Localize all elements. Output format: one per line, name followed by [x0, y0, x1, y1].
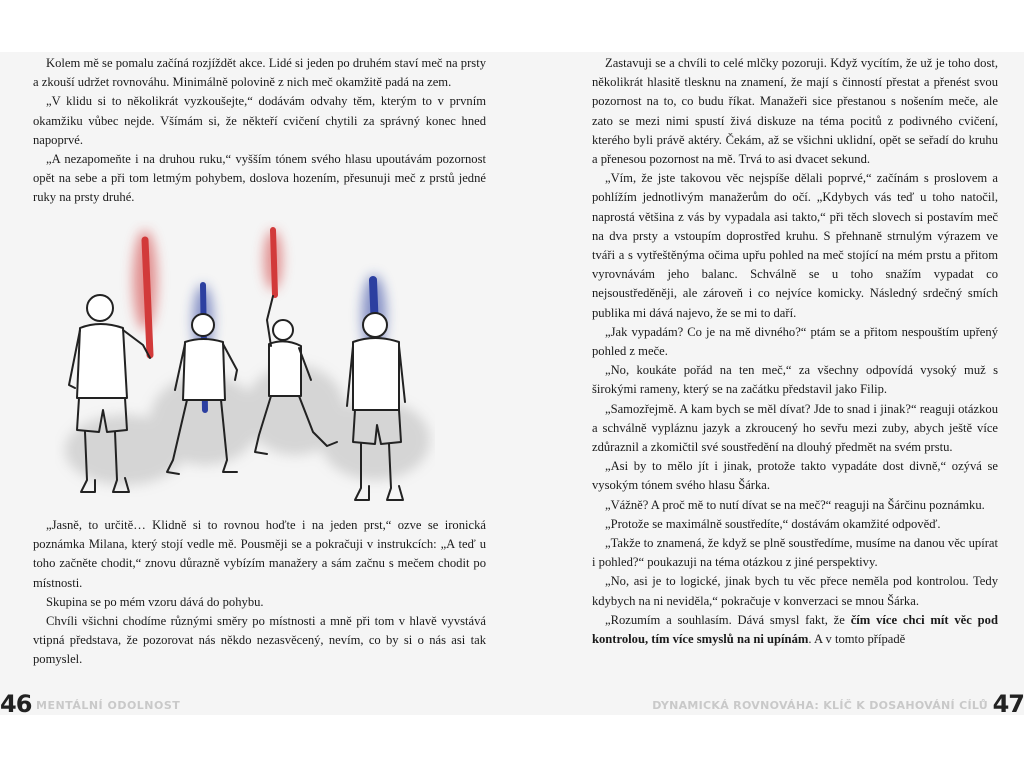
running-head-left: MENTÁLNÍ ODOLNOST	[36, 699, 181, 712]
paragraph: Chvíli všichni chodíme různými směry po místnosti a mně při tom v hlavě vyvstává vtipná představa, že pozorovat nás někdo nezasvěcený, nevím, co by si o nás asi tak pomyslel.	[33, 614, 486, 667]
paragraph-last	[592, 611, 998, 649]
paragraph: „Asi by to mělo jít i jinak, protože takto vypadáte dost divně,“ ozývá se vysokým tónem svého hlasu Šárka.	[592, 459, 998, 493]
right-text	[592, 54, 998, 649]
running-head-right: DYNAMICKÁ ROVNOVÁHA: KLÍČ K DOSAHOVÁNÍ CÍLŮ	[652, 699, 988, 712]
paragraph: „Jasně, to určitě… Klidně si to rovnou hoďte i na jeden prst,“ ozve se ironická poznámka Milana, který stojí vedle mě. Pousměji se a pokračuji v instrukcích: „A teď u toho začněte chodit,“ znovu důrazně vybízím manažery a sám začnu s mečem chodit po místnosti.	[33, 518, 486, 590]
paragraph: Zastavuji se a chvíli to celé mlčky pozoruji. Když vycítím, že už je toho dost, několikrát hlasitě tlesknu na znamení, že mají s činností přestat a přenést svou pozornost na to, co budu říkat. Manažeři sice přestanou s nošením meče, ale zato se mezi nimi spustí živá diskuze na téma pocitů z podivného cvičení, kterého byli právě aktéry. Čekám, až se všichni uklidní, opět se seřadí do kruhu a přenesou pozornost na mě. Trvá to asi dvacet sekund.	[592, 56, 998, 167]
paragraph: „Vážně? A proč mě to nutí dívat se na meč?“ reaguji na Šárčinu poznámku.	[605, 497, 985, 512]
text-run: . A v tomto případě	[808, 632, 906, 647]
left-text-bottom	[33, 516, 486, 670]
paragraph: „No, koukáte pořád na ten meč,“ za všechny odpovídá vysoký muž s širokými rameny, který se na začátku představil jako Filip.	[592, 363, 998, 397]
illustration-people-balancing-swords	[55, 220, 435, 520]
book-spread	[0, 52, 1024, 715]
paragraph: Kolem mě se pomalu začíná rozjíždět akce. Lidé si jeden po druhém staví meč na prsty a zkouší udržet rovnováhu. Minimálně polovině z nich meč okamžitě padá na zem.	[33, 56, 486, 90]
paragraph: „Takže to znamená, že když se plně soustředíme, musíme na danou věc upírat i pohled?“ poukazuji na téma otázkou z jiné perspektivy.	[592, 536, 998, 570]
paragraph: „No, asi je to logické, jinak bych tu věc přece neměla pod kontrolou. Tedy kdybych na ni neviděla,“ pokračuje v konverzaci se mnou Šárka.	[592, 574, 998, 608]
page-number-left: 46	[0, 690, 32, 718]
paragraph: „Jak vypadám? Co je na mě divného?“ ptám se a přitom nespouštím upřený pohled z meče.	[592, 324, 998, 359]
left-page	[0, 52, 512, 715]
paragraph: „Samozřejmě. A kam bych se měl dívat? Jde to snad i jinak?“ reaguji otázkou a schválně vypláznu jazyk a zkroucený ho sevřu mezi zuby, abych ještě více zdůraznil a zkomičtil své soustředění na dlouhý předmět na svém prstu.	[592, 401, 998, 455]
saber-glows	[133, 230, 386, 355]
right-page	[512, 52, 1024, 715]
left-text-top	[33, 54, 486, 208]
paragraph: „Vím, že jste takovou věc nejspíše dělali poprvé,“ začínám s proslovem a pohlížím jednotlivým manažerům do očí. „Kdybych vás teď u toho natočil, naprostá většina z vás by vypadala asi takto,“ při těch slovech si postavím meč na dva prsty a vstoupím doprostřed kruhu. S přehnaně strnulým výrazem ve tváři a s vytřeštěnýma očima upřu pohled na meč stojící na mém prstu a přitom vyrovnávám jeho balanc. Schválně se u toho snažím vypadat co nejsoustředěněji, ale zároveň i co nejvíce komicky. Následný srdečný smích publika mi dává najevo, že se mi to daří.	[592, 171, 998, 320]
paragraph: Skupina se po mém vzoru dává do pohybu.	[46, 594, 264, 609]
bold-emphasis: čím více chci mít věc pod kontrolou, tím více smyslů na ni upínám	[592, 612, 998, 647]
paragraph: „Protože se maximálně soustředíte,“ dostávám okamžité odpověď.	[605, 516, 941, 531]
page-footer	[0, 690, 1024, 724]
page-number-right: 47	[992, 690, 1024, 718]
paragraph: „A nezapomeňte i na druhou ruku,“ vyšším tónem svého hlasu upoutávám pozornost opět na sebe a při tom letmým pohybem, doslova hozením, přesunuji meč z prstů jedné ruky na prsty druhé.	[33, 152, 486, 205]
paragraph: „V klidu si to několikrát vyzkoušejte,“ dodávám odvahy těm, kterým to v prvním okamžiku vůbec nejde. Všímám si, že někteří cvičení chytili za správný konec hned napoprvé.	[33, 94, 486, 147]
text-run: „Rozumím a souhlasím. Dává smysl fakt, že	[605, 612, 851, 627]
